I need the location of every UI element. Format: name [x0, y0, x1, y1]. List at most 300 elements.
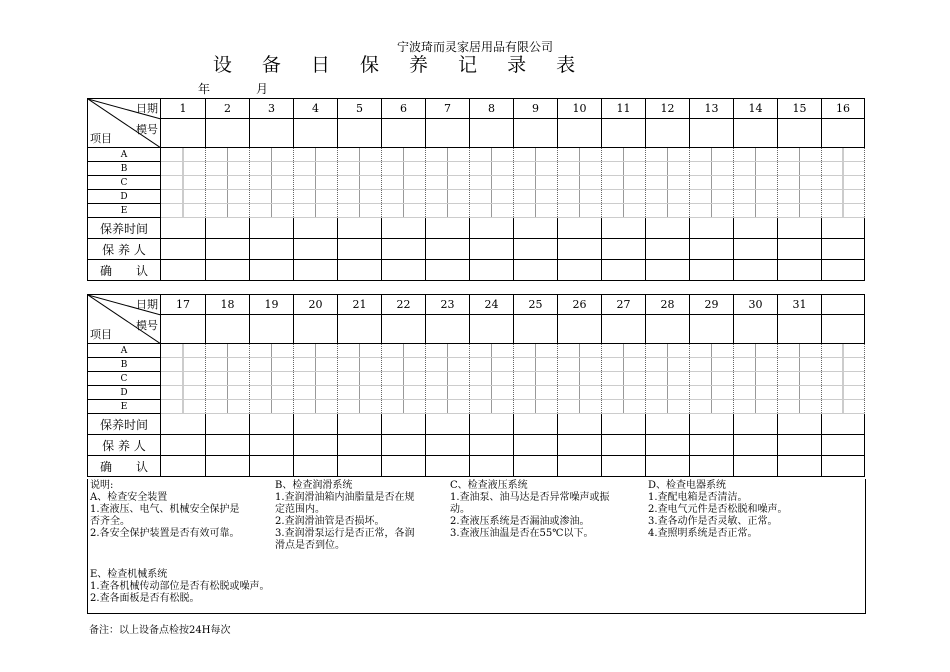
entry-cell[interactable]	[646, 456, 690, 477]
check-cell[interactable]	[470, 204, 514, 218]
check-cell[interactable]	[822, 344, 865, 358]
check-cell[interactable]	[382, 372, 426, 386]
check-cell[interactable]	[161, 162, 206, 176]
entry-cell[interactable]	[734, 239, 778, 260]
entry-cell[interactable]	[426, 260, 470, 281]
check-cell[interactable]	[294, 372, 338, 386]
entry-cell[interactable]	[426, 239, 470, 260]
check-cell[interactable]	[558, 148, 602, 162]
model-cell[interactable]	[161, 315, 206, 344]
check-cell[interactable]	[426, 358, 470, 372]
model-cell[interactable]	[206, 315, 250, 344]
entry-cell[interactable]	[734, 414, 778, 435]
check-cell[interactable]	[338, 176, 382, 190]
entry-cell[interactable]	[382, 414, 426, 435]
model-cell[interactable]	[382, 119, 426, 148]
day-header-cell: 3	[250, 99, 294, 119]
entry-cell[interactable]	[470, 414, 514, 435]
model-cell[interactable]	[690, 119, 734, 148]
check-cell[interactable]	[161, 386, 206, 400]
entry-cell[interactable]	[778, 414, 822, 435]
check-cell[interactable]	[778, 148, 822, 162]
check-cell[interactable]	[822, 386, 865, 400]
check-cell[interactable]	[470, 162, 514, 176]
check-cell[interactable]	[338, 204, 382, 218]
check-cell[interactable]	[470, 372, 514, 386]
check-cell[interactable]	[206, 372, 250, 386]
check-cell[interactable]	[161, 400, 206, 414]
check-cell[interactable]	[294, 400, 338, 414]
check-cell[interactable]	[602, 372, 646, 386]
model-cell[interactable]	[294, 315, 338, 344]
model-cell[interactable]	[250, 315, 294, 344]
check-cell[interactable]	[690, 190, 734, 204]
entry-cell[interactable]	[690, 435, 734, 456]
check-cell[interactable]	[250, 190, 294, 204]
check-cell[interactable]	[778, 400, 822, 414]
model-cell[interactable]	[602, 315, 646, 344]
entry-cell[interactable]	[470, 239, 514, 260]
entry-cell[interactable]	[514, 435, 558, 456]
entry-cell[interactable]	[822, 218, 865, 239]
model-cell[interactable]	[778, 315, 822, 344]
check-cell[interactable]	[602, 148, 646, 162]
check-cell[interactable]	[382, 148, 426, 162]
check-cell[interactable]	[778, 344, 822, 358]
entry-cell[interactable]	[514, 218, 558, 239]
check-cell[interactable]	[161, 358, 206, 372]
check-cell[interactable]	[690, 358, 734, 372]
entry-cell[interactable]	[558, 239, 602, 260]
entry-cell[interactable]	[558, 414, 602, 435]
section-line: 2.查各面板是否有松脱。	[90, 593, 200, 604]
check-cell[interactable]	[690, 400, 734, 414]
check-cell[interactable]	[602, 204, 646, 218]
entry-cell[interactable]	[294, 414, 338, 435]
entry-cell[interactable]	[602, 239, 646, 260]
check-cell[interactable]	[690, 372, 734, 386]
check-cell[interactable]	[778, 176, 822, 190]
check-cell[interactable]	[206, 190, 250, 204]
check-cell[interactable]	[338, 386, 382, 400]
check-cell[interactable]	[646, 162, 690, 176]
check-cell[interactable]	[822, 204, 865, 218]
entry-cell[interactable]	[734, 218, 778, 239]
entry-cell[interactable]	[822, 414, 865, 435]
entry-cell[interactable]	[602, 456, 646, 477]
check-cell[interactable]	[822, 400, 865, 414]
check-cell[interactable]	[382, 176, 426, 190]
entry-cell[interactable]	[426, 435, 470, 456]
check-cell[interactable]	[206, 344, 250, 358]
model-cell[interactable]	[558, 119, 602, 148]
check-cell[interactable]	[206, 162, 250, 176]
model-cell[interactable]	[426, 119, 470, 148]
check-cell[interactable]	[734, 190, 778, 204]
entry-cell[interactable]	[822, 435, 865, 456]
entry-cell[interactable]	[382, 435, 426, 456]
check-cell[interactable]	[602, 400, 646, 414]
check-cell[interactable]	[470, 386, 514, 400]
check-cell[interactable]	[558, 190, 602, 204]
check-cell[interactable]	[250, 386, 294, 400]
model-cell[interactable]	[514, 315, 558, 344]
model-cell[interactable]	[294, 119, 338, 148]
entry-cell[interactable]	[161, 414, 206, 435]
check-cell[interactable]	[646, 176, 690, 190]
model-cell[interactable]	[338, 315, 382, 344]
check-cell[interactable]	[382, 190, 426, 204]
check-cell[interactable]	[778, 372, 822, 386]
entry-cell[interactable]	[206, 260, 250, 281]
check-cell[interactable]	[338, 372, 382, 386]
entry-cell[interactable]	[250, 218, 294, 239]
check-cell[interactable]	[558, 176, 602, 190]
model-cell[interactable]	[734, 119, 778, 148]
check-cell[interactable]	[558, 372, 602, 386]
model-cell[interactable]	[382, 315, 426, 344]
entry-cell[interactable]	[514, 456, 558, 477]
check-cell[interactable]	[161, 176, 206, 190]
entry-cell[interactable]	[778, 218, 822, 239]
entry-cell[interactable]	[250, 260, 294, 281]
check-cell[interactable]	[426, 176, 470, 190]
check-cell[interactable]	[514, 204, 558, 218]
model-cell[interactable]	[470, 119, 514, 148]
entry-cell[interactable]	[294, 435, 338, 456]
check-cell[interactable]	[734, 344, 778, 358]
check-cell[interactable]	[426, 148, 470, 162]
entry-cell[interactable]	[250, 456, 294, 477]
check-cell[interactable]	[426, 162, 470, 176]
check-cell[interactable]	[250, 344, 294, 358]
entry-cell[interactable]	[206, 218, 250, 239]
check-cell[interactable]	[514, 148, 558, 162]
diagonal-header	[88, 99, 161, 148]
check-cell[interactable]	[250, 358, 294, 372]
check-cell[interactable]	[646, 148, 690, 162]
entry-cell[interactable]	[734, 435, 778, 456]
check-cell[interactable]	[514, 190, 558, 204]
check-cell[interactable]	[778, 204, 822, 218]
check-cell[interactable]	[734, 386, 778, 400]
entry-cell[interactable]	[778, 435, 822, 456]
check-cell[interactable]	[206, 400, 250, 414]
entry-cell[interactable]	[426, 456, 470, 477]
model-cell[interactable]	[602, 119, 646, 148]
check-cell[interactable]	[294, 176, 338, 190]
check-cell[interactable]	[602, 162, 646, 176]
model-cell[interactable]	[734, 315, 778, 344]
check-cell[interactable]	[294, 162, 338, 176]
day-header-cell: 22	[382, 295, 426, 315]
entry-cell[interactable]	[822, 239, 865, 260]
entry-cell[interactable]	[161, 239, 206, 260]
entry-cell[interactable]	[558, 218, 602, 239]
check-cell[interactable]	[602, 344, 646, 358]
check-cell[interactable]	[690, 148, 734, 162]
check-cell[interactable]	[690, 204, 734, 218]
check-cell[interactable]	[514, 400, 558, 414]
model-cell[interactable]	[426, 315, 470, 344]
check-cell[interactable]	[778, 386, 822, 400]
entry-cell[interactable]	[338, 414, 382, 435]
entry-cell[interactable]	[602, 435, 646, 456]
check-cell[interactable]	[514, 386, 558, 400]
check-cell[interactable]	[602, 358, 646, 372]
check-cell[interactable]	[822, 148, 865, 162]
check-cell[interactable]	[206, 204, 250, 218]
entry-cell[interactable]	[470, 435, 514, 456]
check-cell[interactable]	[646, 190, 690, 204]
entry-cell[interactable]	[734, 260, 778, 281]
check-cell[interactable]	[690, 344, 734, 358]
entry-cell[interactable]	[734, 456, 778, 477]
check-cell[interactable]	[294, 358, 338, 372]
check-cell[interactable]	[161, 372, 206, 386]
check-cell[interactable]	[426, 386, 470, 400]
check-cell[interactable]	[250, 162, 294, 176]
model-cell[interactable]	[690, 315, 734, 344]
check-cell[interactable]	[558, 358, 602, 372]
check-cell[interactable]	[294, 344, 338, 358]
check-cell[interactable]	[690, 162, 734, 176]
year-label: 年	[198, 82, 211, 96]
entry-cell[interactable]	[602, 260, 646, 281]
entry-cell[interactable]	[558, 260, 602, 281]
check-cell[interactable]	[470, 190, 514, 204]
check-cell[interactable]	[470, 358, 514, 372]
check-cell[interactable]	[690, 386, 734, 400]
entry-cell[interactable]	[470, 260, 514, 281]
entry-cell[interactable]	[822, 456, 865, 477]
entry-cell[interactable]	[558, 456, 602, 477]
check-cell[interactable]	[734, 148, 778, 162]
entry-cell[interactable]	[294, 239, 338, 260]
check-cell[interactable]	[294, 204, 338, 218]
check-cell[interactable]	[602, 386, 646, 400]
model-cell[interactable]	[161, 119, 206, 148]
check-cell[interactable]	[294, 386, 338, 400]
check-cell[interactable]	[206, 176, 250, 190]
entry-cell[interactable]	[514, 239, 558, 260]
check-cell[interactable]	[250, 204, 294, 218]
check-cell[interactable]	[382, 162, 426, 176]
check-cell[interactable]	[382, 358, 426, 372]
entry-cell[interactable]	[161, 456, 206, 477]
entry-cell[interactable]	[294, 260, 338, 281]
check-cell[interactable]	[338, 148, 382, 162]
entry-cell[interactable]	[646, 414, 690, 435]
check-cell[interactable]	[734, 176, 778, 190]
entry-cell[interactable]	[382, 260, 426, 281]
check-cell[interactable]	[338, 400, 382, 414]
check-cell[interactable]	[646, 386, 690, 400]
check-cell[interactable]	[822, 358, 865, 372]
check-cell[interactable]	[161, 190, 206, 204]
entry-cell[interactable]	[778, 456, 822, 477]
check-cell[interactable]	[250, 372, 294, 386]
entry-cell[interactable]	[338, 456, 382, 477]
check-cell[interactable]	[382, 344, 426, 358]
check-cell[interactable]	[734, 400, 778, 414]
check-cell[interactable]	[646, 372, 690, 386]
check-cell[interactable]	[382, 400, 426, 414]
entry-cell[interactable]	[470, 218, 514, 239]
check-cell[interactable]	[206, 358, 250, 372]
entry-cell[interactable]	[338, 260, 382, 281]
check-cell[interactable]	[690, 176, 734, 190]
check-cell[interactable]	[514, 176, 558, 190]
entry-cell[interactable]	[426, 414, 470, 435]
check-cell[interactable]	[382, 386, 426, 400]
check-cell[interactable]	[426, 344, 470, 358]
check-cell[interactable]	[558, 344, 602, 358]
check-cell[interactable]	[161, 204, 206, 218]
check-cell[interactable]	[250, 148, 294, 162]
entry-cell[interactable]	[822, 260, 865, 281]
check-cell[interactable]	[822, 190, 865, 204]
check-cell[interactable]	[822, 372, 865, 386]
check-cell[interactable]	[514, 358, 558, 372]
check-cell[interactable]	[338, 190, 382, 204]
model-cell[interactable]	[822, 315, 865, 344]
entry-cell[interactable]	[646, 239, 690, 260]
entry-cell[interactable]	[206, 435, 250, 456]
check-cell[interactable]	[250, 176, 294, 190]
check-cell[interactable]	[514, 372, 558, 386]
entry-cell[interactable]	[690, 456, 734, 477]
item-letter: A	[88, 344, 161, 358]
check-cell[interactable]	[734, 358, 778, 372]
check-cell[interactable]	[646, 400, 690, 414]
check-cell[interactable]	[470, 148, 514, 162]
entry-cell[interactable]	[161, 218, 206, 239]
check-cell[interactable]	[646, 204, 690, 218]
row-label: 保 养 人	[88, 435, 161, 456]
check-cell[interactable]	[734, 204, 778, 218]
check-cell[interactable]	[558, 204, 602, 218]
day-header-cell: 11	[602, 99, 646, 119]
check-cell[interactable]	[338, 358, 382, 372]
check-cell[interactable]	[514, 344, 558, 358]
check-cell[interactable]	[250, 400, 294, 414]
check-cell[interactable]	[161, 344, 206, 358]
model-cell[interactable]	[338, 119, 382, 148]
check-cell[interactable]	[514, 162, 558, 176]
entry-cell[interactable]	[690, 239, 734, 260]
entry-cell[interactable]	[558, 435, 602, 456]
check-cell[interactable]	[602, 190, 646, 204]
check-cell[interactable]	[338, 162, 382, 176]
entry-cell[interactable]	[250, 239, 294, 260]
check-cell[interactable]	[646, 358, 690, 372]
model-cell[interactable]	[646, 119, 690, 148]
entry-cell[interactable]	[206, 414, 250, 435]
date-row	[88, 295, 865, 315]
check-cell[interactable]	[558, 162, 602, 176]
model-cell[interactable]	[206, 119, 250, 148]
check-cell[interactable]	[602, 176, 646, 190]
entry-cell[interactable]	[338, 218, 382, 239]
check-cell[interactable]	[734, 372, 778, 386]
model-cell[interactable]	[514, 119, 558, 148]
entry-cell[interactable]	[338, 435, 382, 456]
check-cell[interactable]	[778, 358, 822, 372]
entry-cell[interactable]	[690, 414, 734, 435]
entry-cell[interactable]	[646, 435, 690, 456]
check-cell[interactable]	[294, 190, 338, 204]
entry-cell[interactable]	[690, 218, 734, 239]
model-cell[interactable]	[822, 119, 865, 148]
entry-cell[interactable]	[294, 218, 338, 239]
entry-cell[interactable]	[250, 414, 294, 435]
check-cell[interactable]	[206, 148, 250, 162]
check-cell[interactable]	[426, 204, 470, 218]
day-header-cell: 26	[558, 295, 602, 315]
check-cell[interactable]	[206, 386, 250, 400]
model-cell[interactable]	[250, 119, 294, 148]
header-item-label: 项目	[90, 328, 112, 341]
entry-cell[interactable]	[382, 456, 426, 477]
entry-cell[interactable]	[161, 435, 206, 456]
entry-cell[interactable]	[778, 239, 822, 260]
entry-cell[interactable]	[602, 414, 646, 435]
entry-cell[interactable]	[338, 239, 382, 260]
check-cell[interactable]	[161, 148, 206, 162]
entry-cell[interactable]	[382, 239, 426, 260]
entry-cell[interactable]	[426, 218, 470, 239]
entry-cell[interactable]	[690, 260, 734, 281]
entry-cell[interactable]	[382, 218, 426, 239]
check-cell[interactable]	[382, 204, 426, 218]
check-cell[interactable]	[426, 400, 470, 414]
check-cell[interactable]	[778, 190, 822, 204]
entry-cell[interactable]	[250, 435, 294, 456]
check-cell[interactable]	[822, 162, 865, 176]
check-cell[interactable]	[426, 372, 470, 386]
model-cell[interactable]	[558, 315, 602, 344]
check-cell[interactable]	[558, 400, 602, 414]
check-cell[interactable]	[294, 148, 338, 162]
model-cell[interactable]	[778, 119, 822, 148]
check-cell[interactable]	[822, 176, 865, 190]
check-cell[interactable]	[778, 162, 822, 176]
entry-cell[interactable]	[646, 218, 690, 239]
entry-cell[interactable]	[602, 218, 646, 239]
check-cell[interactable]	[470, 344, 514, 358]
entry-cell[interactable]	[161, 260, 206, 281]
entry-cell[interactable]	[514, 414, 558, 435]
check-cell[interactable]	[558, 386, 602, 400]
model-cell[interactable]	[470, 315, 514, 344]
entry-cell[interactable]	[206, 239, 250, 260]
entry-cell[interactable]	[514, 260, 558, 281]
entry-cell[interactable]	[206, 456, 250, 477]
entry-cell[interactable]	[778, 260, 822, 281]
check-cell[interactable]	[426, 190, 470, 204]
model-cell[interactable]	[646, 315, 690, 344]
check-cell[interactable]	[338, 344, 382, 358]
check-cell[interactable]	[646, 344, 690, 358]
check-cell[interactable]	[470, 176, 514, 190]
entry-cell[interactable]	[294, 456, 338, 477]
entry-cell[interactable]	[646, 260, 690, 281]
check-cell[interactable]	[470, 400, 514, 414]
entry-cell[interactable]	[470, 456, 514, 477]
header-date-label: 日期	[136, 102, 158, 115]
check-cell[interactable]	[734, 162, 778, 176]
